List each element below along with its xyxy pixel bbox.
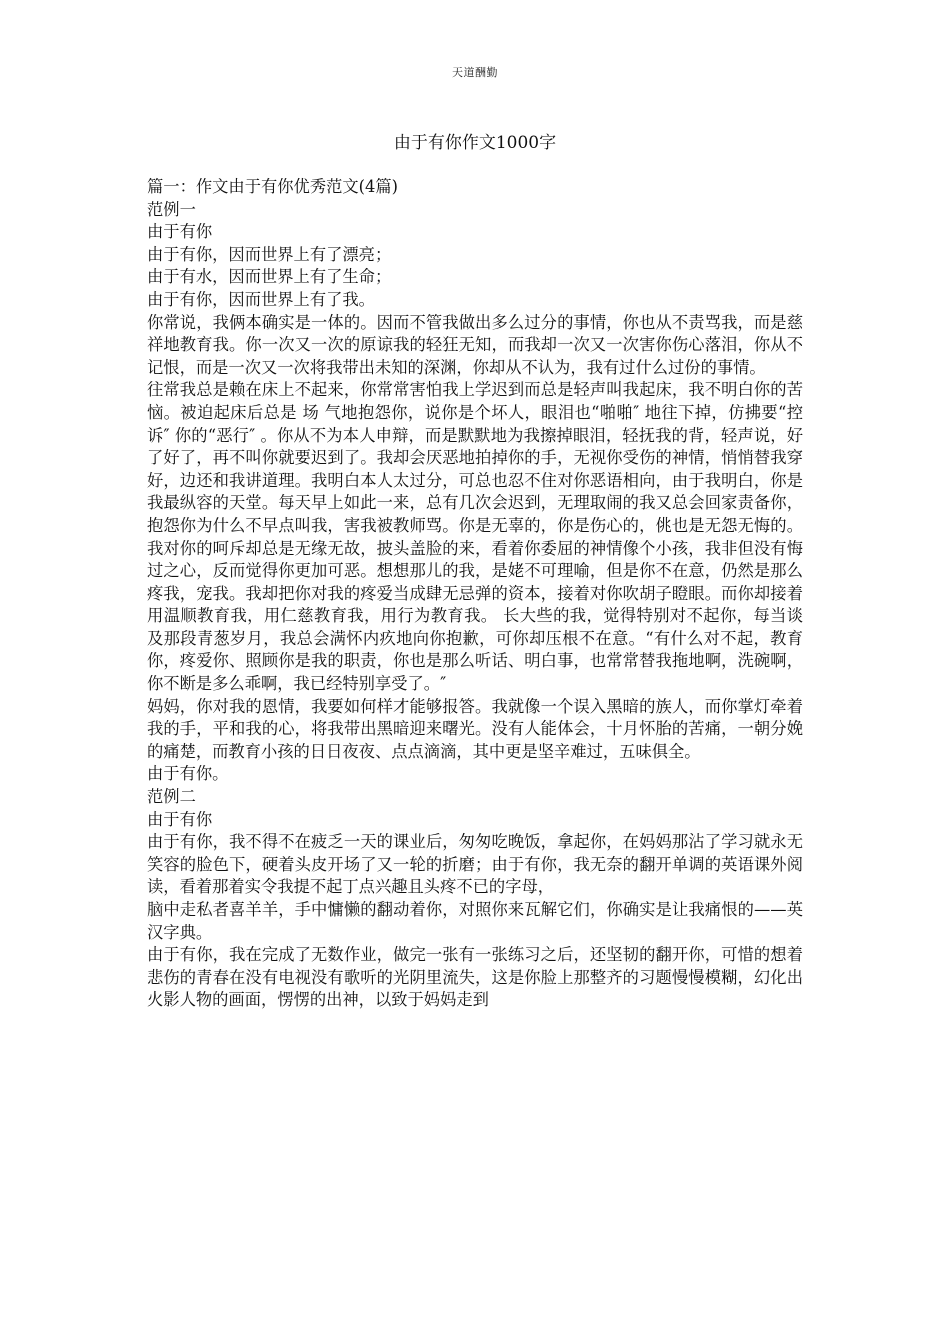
document-title: 由于有你作文1000字 <box>393 133 557 153</box>
body-paragraph: 你常说，我俩本确实是一体的。因而不管我做出多么过分的事情，你也从不责骂我，而是慈祥地教育我。你一次又一次的原谅我的轻狂无知，而我却一次又一次害你伤心落泪，你从不记恨，而是一次又一次将我带出未知的深渊，你却从不认为，我有过什么过份的事情。 <box>147 312 803 377</box>
poem-line: 由于有水，因而世界上有了生命； <box>147 267 392 287</box>
section-heading: 篇一：作文由于有你优秀范文(4篇) <box>147 177 399 196</box>
poem-line: 由于有你，因而世界上有了我。 <box>147 289 375 309</box>
example-label: 范例二 <box>147 787 196 807</box>
page-header: 天道酬勤 <box>452 66 498 79</box>
poem-line: 由于有你，因而世界上有了漂亮； <box>147 244 392 264</box>
essay-title: 由于有你 <box>147 222 213 242</box>
example-label: 范例一 <box>147 199 196 219</box>
body-paragraph: 由于有你，我在完成了无数作业，做完一张有一张练习之后，还坚韧的翻开你，可惜的想着悲伤的青春在没有电视没有歌听的光阴里流失，这是你脸上那整齐的习题慢慢模糊，幻化出火影人物的画面，愣愣的出神，以致于妈妈走到 <box>147 945 803 1010</box>
document-body <box>147 176 803 1012</box>
closing-line: 由于有你。 <box>147 764 229 784</box>
body-paragraph: 由于有你，我不得不在疲乏一天的课业后，匆匆吃晚饭，拿起你，在妈妈那沾了学习就永无笑容的脸色下，硬着头皮开场了又一轮的折磨；由于有你，我无奈的翻开单调的英语课外阅读，看着那着实令我提不起丁点兴趣且头疼不已的字母， <box>147 832 803 897</box>
body-paragraph: 妈妈，你对我的恩情，我要如何样才能够报答。我就像一个误入黑暗的族人，而你掌灯牵着我的手，平和我的心，将我带出黑暗迎来曙光。没有人能体会，十月怀胎的苦痛，一朝分娩的痛楚，而教育小孩的日日夜夜、点点滴滴，其中更是坚辛难过，五味俱全。 <box>147 696 803 761</box>
body-paragraph: 脑中走私者喜羊羊，手中慵懒的翻动着你，对照你来瓦解它们，你确实是让我痛恨的——英汉字典。 <box>147 900 803 942</box>
body-paragraph: 往常我总是赖在床上不起来，你常常害怕我上学迟到而总是轻声叫我起床，我不明白你的苦恼。被迫起床后总是 场 气地抱怨你，说你是个坏人，眼泪也“啪啪″ 地往下掉，仿拂要“控诉″ 你的“恶行″ 。你从不为本人申辩，而是默默地为我擦掉眼泪，轻抚我的背，轻声说，好了好了，再不叫你就要迟到了。我却会厌恶地拍掉你的手，无视你受伤的神情，悄悄替我穿好，边还和我讲道理。我明白本人太过分，可总也忍不住对你恶语相向，由于我明白，你是我最纵容的天堂。每天早上如此一来，总有几次会迟到，无理取闹的我又总会回家责备你，抱怨你为什么不早点叫我，害我被教师骂。你是无辜的，你是伤心的，佻也是无怨无悔的。我对你的呵斥却总是无缘无故，披头盖脸的来，看着你委屈的神情像个小孩，我非但没有悔过之心，反而觉得你更加可恶。想想那儿的我，是姥不可理喻，但是你不在意，仍然是那么疼我，宠我。我却把你对我的疼爱当成肆无忌弹的资本，接着对你吹胡子瞪眼。而你却接着用温顺教育我，用仁慈教育我，用行为教育我。 长大些的我，觉得特别对不起你，每当谈及那段青葱岁月，我总会满怀内疚地向你抱歉，可你却压根不在意。“有什么对不起，教育你，疼爱你、照顾你是我的职责，你也是那么听话、明白事，也常常替我拖地啊，洗碗啊，你不断是多么乖啊，我已经特别享受了。″ <box>147 380 803 694</box>
essay-title: 由于有你 <box>147 809 213 829</box>
